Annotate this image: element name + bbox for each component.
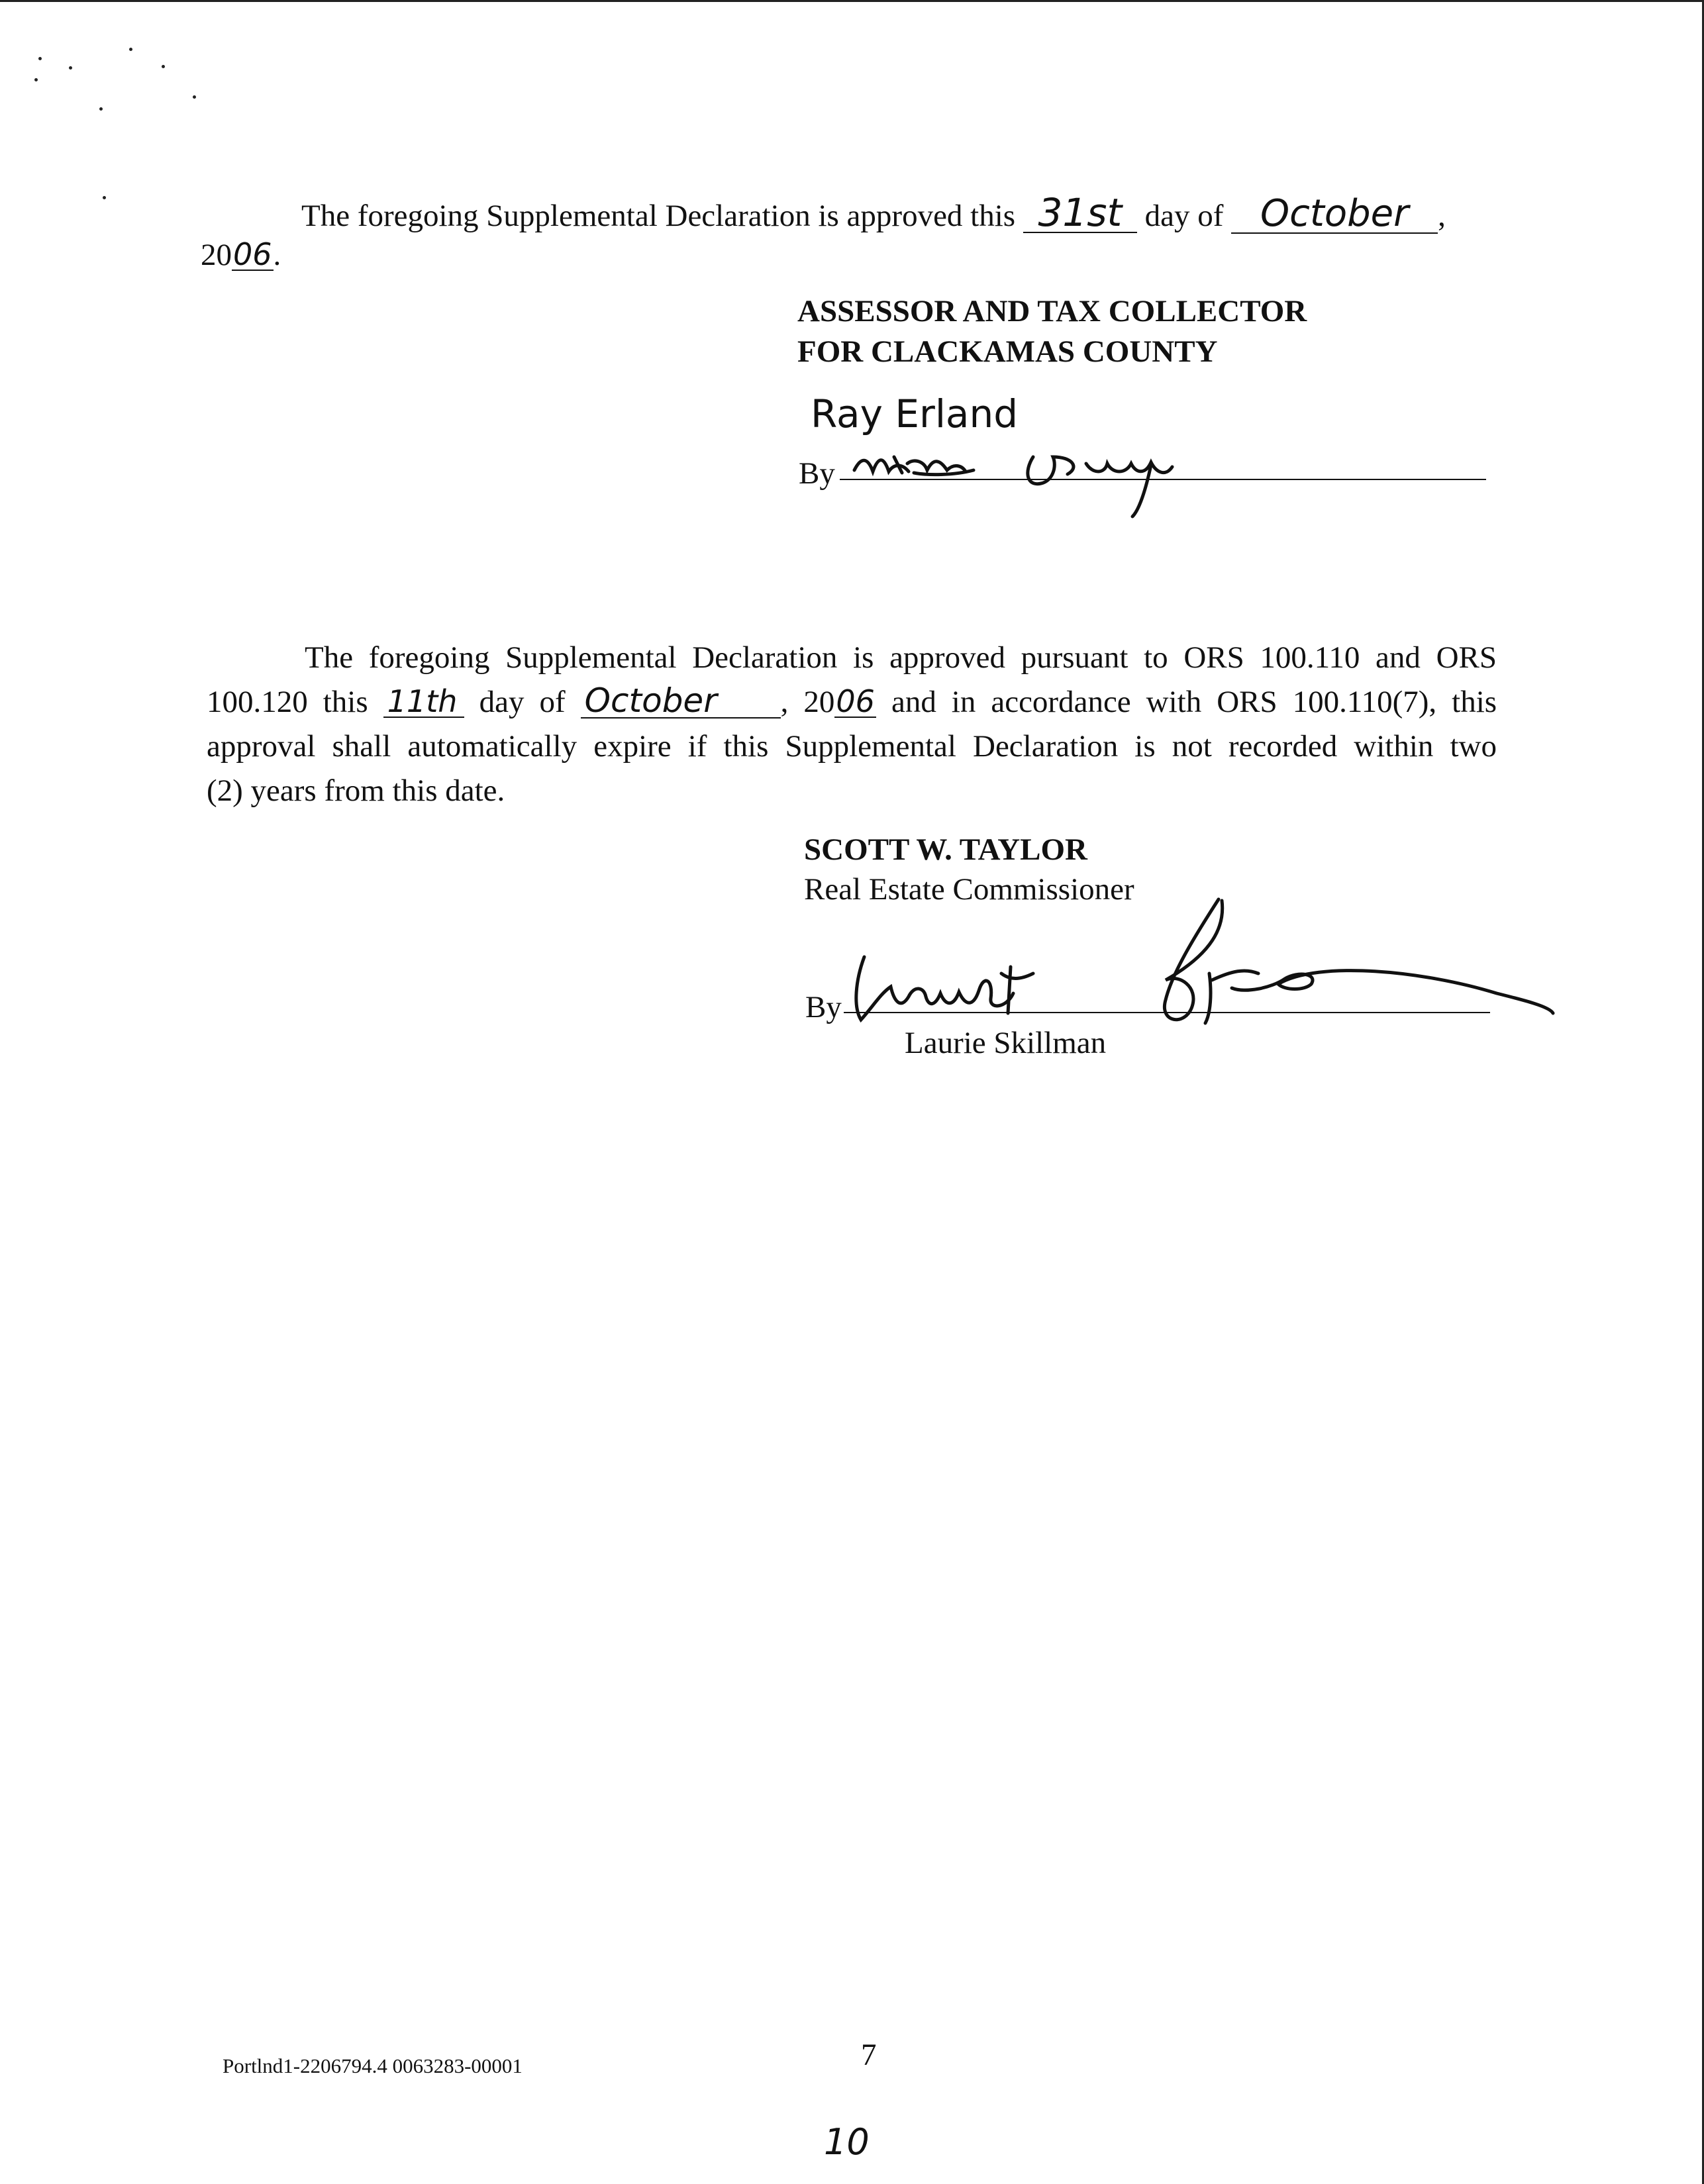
- assessor-handwritten-name: Ray Erland: [811, 391, 1019, 436]
- commissioner-name: SCOTT W. TAYLOR: [804, 832, 1088, 867]
- year-period: .: [273, 238, 281, 272]
- document-id: Portlnd1-2206794.4 0063283-00001: [223, 2054, 523, 2077]
- assessor-approval-line: The foregoing Supplemental Declaration is approved this 31st day of October ,: [301, 190, 1446, 235]
- line2-text-b: day of: [479, 685, 566, 719]
- commissioner-signer-name: Laurie Skillman: [905, 1026, 1107, 1060]
- line2-text-d: and in accordance with ORS 100.110(7), this: [891, 685, 1497, 719]
- commissioner-year-field: 06: [836, 683, 875, 719]
- assessor-title-line1: ASSESSOR AND TAX COLLECTOR: [797, 294, 1307, 328]
- day-of-label: day of: [1144, 199, 1224, 233]
- assessor-approval-text: The foregoing Supplemental Declaration is approved this: [301, 199, 1016, 233]
- commissioner-month-field: October: [581, 684, 781, 719]
- line2-text-a: 100.120 this: [207, 685, 368, 719]
- year-prefix: 20: [201, 238, 232, 272]
- commissioner-title: Real Estate Commissioner: [804, 872, 1134, 907]
- paragraph-line-3: approval shall automatically expire if this Supplemental Declaration is not recorded within two: [207, 729, 1497, 764]
- handwritten-page-number: 10: [824, 2121, 870, 2163]
- commissioner-by-label: By: [805, 990, 842, 1024]
- assessor-day-field: 31st: [1023, 193, 1137, 233]
- page-number: 7: [861, 2038, 877, 2072]
- assessor-year-field: 06: [233, 236, 272, 272]
- assessor-title-line2: FOR CLACKAMAS COUNTY: [797, 334, 1218, 369]
- commissioner-day-field: 11th: [383, 686, 464, 718]
- assessor-month-field: October: [1231, 195, 1438, 234]
- assessor-by-label: By: [799, 456, 835, 491]
- paragraph-line-4: (2) years from this date.: [207, 773, 505, 808]
- line2-text-c: , 20: [780, 685, 835, 719]
- paragraph-line-1: The foregoing Supplemental Declaration is approved pursuant to ORS 100.110 and ORS: [305, 640, 1497, 675]
